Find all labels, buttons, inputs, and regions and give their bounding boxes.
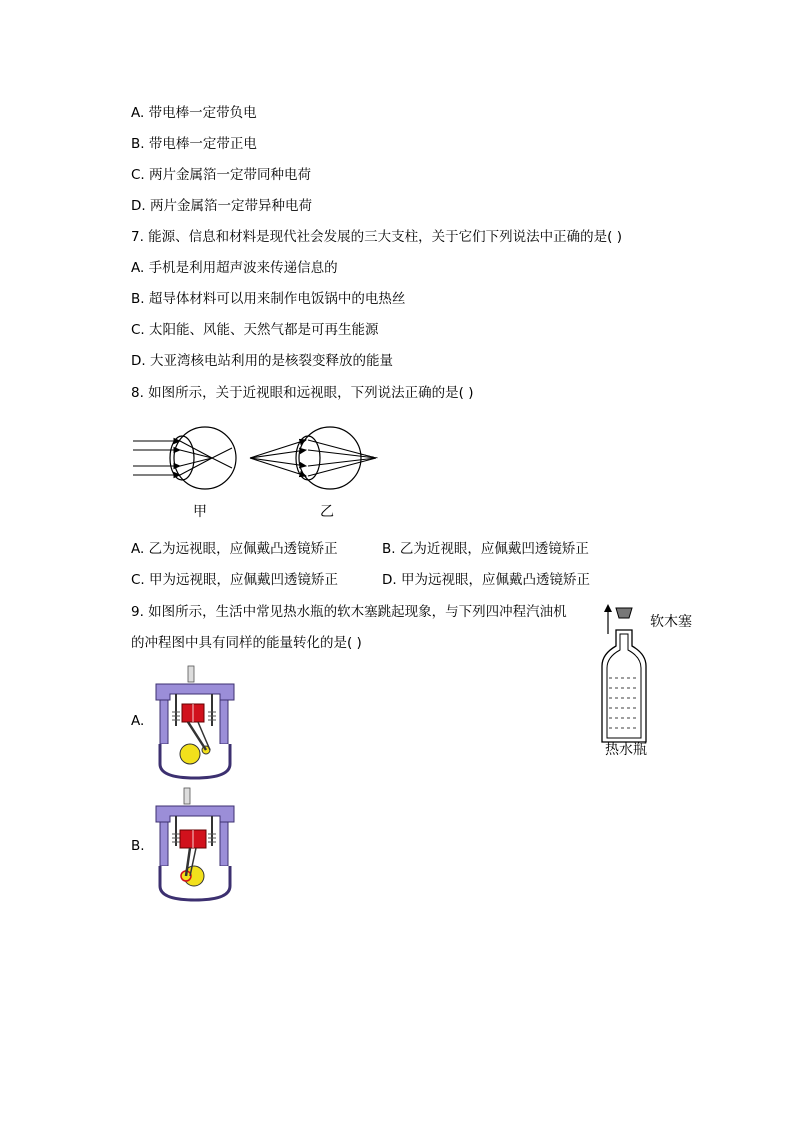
q8-option-a: A. 乙为远视眼，应佩戴凸透镜矫正 — [131, 541, 338, 557]
q7-option-d: D. 大亚湾核电站利用的是核裂变释放的能量 — [131, 353, 393, 369]
eye-right-diagram — [250, 427, 378, 489]
q8-option-b: B. 乙为近视眼，应佩戴凹透镜矫正 — [382, 541, 589, 557]
q7-option-a: A. 手机是利用超声波来传递信息的 — [131, 260, 338, 276]
q8-option-d: D. 甲为远视眼，应佩戴凸透镜矫正 — [382, 572, 590, 588]
q6-option-c: C. 两片金属箔一定带同种电荷 — [131, 167, 312, 183]
q7-option-b: B. 超导体材料可以用来制作电饭锅中的电热丝 — [131, 291, 406, 307]
q6-option-d: D. 两片金属箔一定带异种电荷 — [131, 198, 312, 214]
q7-stem: 7. 能源、信息和材料是现代社会发展的三大支柱，关于它们下列说法中正确的是( ) — [131, 229, 622, 245]
q6-option-b: B. 带电棒一定带正电 — [131, 136, 257, 152]
engine-diagram-a — [150, 664, 240, 782]
q7-option-c: C. 太阳能、风能、天然气都是可再生能源 — [131, 322, 379, 338]
q9-option-b-label: B. — [131, 838, 145, 854]
q9-option-a-label: A. — [131, 713, 145, 729]
thermos-label: 热水瓶 — [605, 742, 647, 758]
eye-diagram — [120, 416, 390, 526]
eye-label-right: 乙 — [320, 504, 334, 520]
q9-stem-line1: 9. 如图所示，生活中常见热水瓶的软木塞跳起现象，与下列四冲程汽油机 — [131, 604, 567, 620]
engine-diagram-b — [150, 786, 240, 904]
q8-stem: 8. 如图所示，关于近视眼和远视眼，下列说法正确的是( ) — [131, 385, 474, 401]
eye-label-left: 甲 — [193, 504, 207, 520]
eye-left-diagram — [133, 427, 236, 489]
q9-stem-line2: 的冲程图中具有同样的能量转化的是( ) — [131, 635, 362, 651]
cork-label: 软木塞 — [650, 614, 692, 630]
q8-option-c: C. 甲为远视眼，应佩戴凹透镜矫正 — [131, 572, 339, 588]
q6-option-a: A. 带电棒一定带负电 — [131, 105, 257, 121]
